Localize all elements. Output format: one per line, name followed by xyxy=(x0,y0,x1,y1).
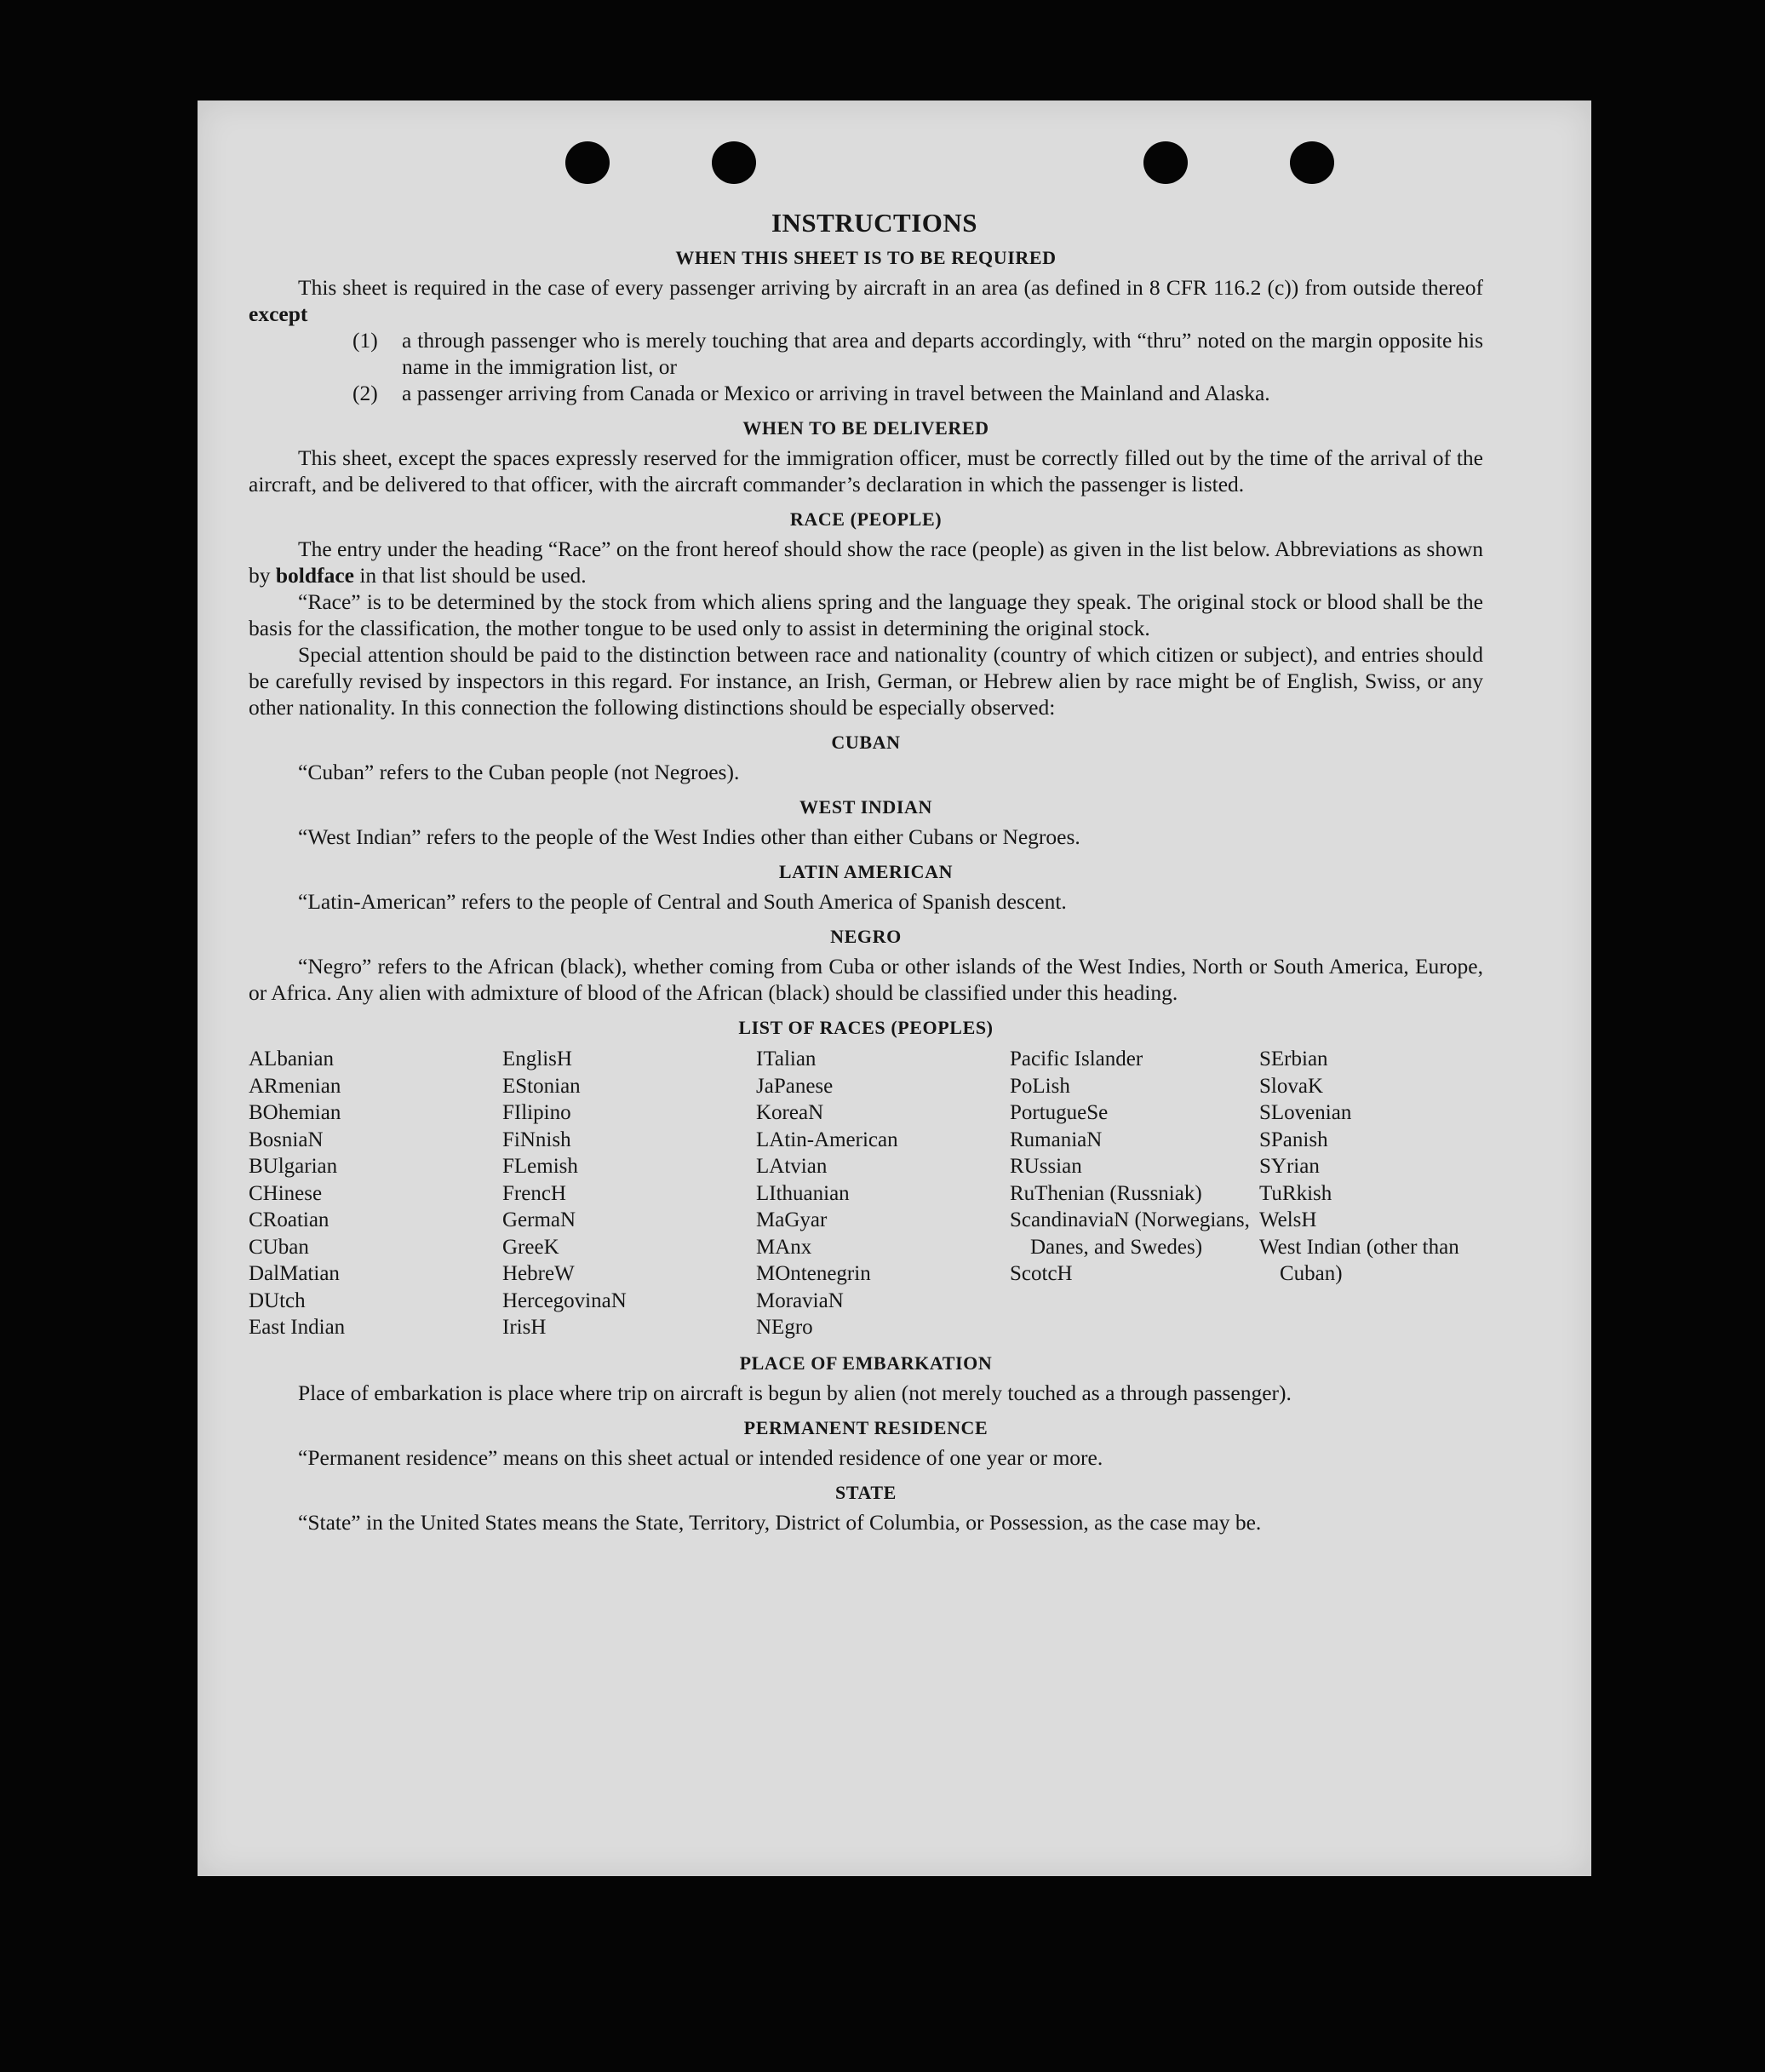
punch-hole xyxy=(565,141,610,184)
heading-embarkation: PLACE OF EMBARKATION xyxy=(739,1352,993,1374)
race-item: ARmenian xyxy=(249,1074,341,1098)
embarkation-text: Place of embarkation is place where trip on aircraft is begun by alien (not merely touched as a through passenger). xyxy=(298,1380,1292,1405)
race-item: JaPanese xyxy=(756,1074,834,1098)
heading-negro: NEGRO xyxy=(830,926,902,947)
race-paragraph-3: Special attention should be paid to the distinction between race and nationality (country of which citizen or subject), and entries should be carefully revised by inspectors in this regard. For instance, an Irish, German, or Hebrew alien by race might be of English, Swiss, or any other nationality. In this connection the following distinctions should be especially observed: xyxy=(249,642,1483,720)
race-item: ITalian xyxy=(756,1047,817,1070)
race-item: RuThenian (Russniak) xyxy=(1010,1181,1202,1205)
races-column-3 xyxy=(756,1046,1010,1341)
races-column-5 xyxy=(1259,1046,1483,1341)
race-item: NEgro xyxy=(756,1316,813,1339)
race-item: ScotcH xyxy=(1010,1262,1073,1285)
race-item: MOntenegrin xyxy=(756,1262,871,1285)
heading-required: WHEN THIS SHEET IS TO BE REQUIRED xyxy=(675,247,1057,268)
race-item: ScandinaviaN (Norwegians, Danes, and Swedes) xyxy=(1010,1208,1250,1259)
punch-hole xyxy=(1143,141,1188,184)
race-item: SLovenian xyxy=(1259,1101,1352,1124)
race-item: FLemish xyxy=(502,1155,578,1178)
race-item: EStonian xyxy=(502,1074,581,1098)
race-item: CHinese xyxy=(249,1181,323,1205)
state-text: “State” in the United States means the State, Territory, District of Columbia, or Possession, as the case may be. xyxy=(298,1509,1262,1535)
race-item: FIlipino xyxy=(502,1101,571,1124)
race-item: SlovaK xyxy=(1259,1074,1323,1098)
race-item: SErbian xyxy=(1259,1047,1328,1070)
race-item: BUlgarian xyxy=(249,1155,338,1178)
race-item: SYrian xyxy=(1259,1155,1320,1178)
races-column-1 xyxy=(249,1046,502,1341)
heading-list-of-races: LIST OF RACES (PEOPLES) xyxy=(738,1017,994,1038)
race-item: BosniaN xyxy=(249,1128,324,1151)
document-sheet xyxy=(198,100,1591,1876)
race-item: RUssian xyxy=(1010,1155,1082,1178)
heading-residence: PERMANENT RESIDENCE xyxy=(743,1416,989,1438)
race-item: PoLish xyxy=(1010,1074,1070,1098)
race-item: SPanish xyxy=(1259,1128,1328,1151)
race-item: EnglisH xyxy=(502,1047,572,1070)
race-item: West Indian (other than Cuban) xyxy=(1259,1235,1459,1285)
race-paragraph-1: The entry under the heading “Race” on the front hereof should show the race (people) as given in the list below. Abbreviations as shown by boldface in that list should be used. xyxy=(249,537,1483,588)
exception-item-1: (1) a through passenger who is merely touching that area and departs accordingly, with “thru” noted on the margin opposite his name in the immigration list, or xyxy=(352,328,1483,379)
residence-text: “Permanent residence” means on this sheet actual or intended residence of one year or more. xyxy=(298,1444,1103,1470)
race-item: LAtin-American xyxy=(756,1128,898,1151)
race-item: MaGyar xyxy=(756,1208,828,1231)
heading-latin-american: LATIN AMERICAN xyxy=(778,861,954,882)
delivered-text: This sheet, except the spaces expressly reserved for the immigration officer, must be correctly filled out by the time of the arrival of the aircraft, and be delivered to that officer, with the aircraft commander’s declaration in which the passenger is listed. xyxy=(249,445,1483,496)
negro-text: “Negro” refers to the African (black), whether coming from Cuba or other islands of the West Indies, North or South America, Europe, or Africa. Any alien with admixture of blood of the African (black) should be classified under this heading. xyxy=(249,954,1483,1005)
race-item: ALbanian xyxy=(249,1047,334,1070)
races-column-4 xyxy=(1010,1046,1259,1341)
race-item: HercegovinaN xyxy=(502,1289,627,1312)
race-item: PortugueSe xyxy=(1010,1101,1109,1124)
exception-item-2: (2) a passenger arriving from Canada or Mexico or arriving in travel between the Mainland and Alaska. xyxy=(352,381,1270,405)
race-item: LIthuanian xyxy=(756,1181,850,1205)
west-indian-text: “West Indian” refers to the people of the West Indies other than either Cubans or Negroes. xyxy=(298,824,1080,849)
race-item: IrisH xyxy=(502,1316,547,1339)
race-item: GreeK xyxy=(502,1235,559,1259)
race-item: WelsH xyxy=(1259,1208,1317,1231)
heading-race: RACE (PEOPLE) xyxy=(789,508,943,530)
heading-state: STATE xyxy=(835,1481,897,1503)
race-item: East Indian xyxy=(249,1316,346,1339)
race-item: LAtvian xyxy=(756,1155,828,1178)
race-item: CRoatian xyxy=(249,1208,330,1231)
heading-delivered: WHEN TO BE DELIVERED xyxy=(742,417,989,439)
race-item: DalMatian xyxy=(249,1262,340,1285)
race-item: GermaN xyxy=(502,1208,576,1231)
race-item: CUban xyxy=(249,1235,309,1259)
race-item: FiNnish xyxy=(502,1128,571,1151)
race-item: FrencH xyxy=(502,1181,566,1205)
race-item: Pacific Islander xyxy=(1010,1047,1143,1070)
required-intro: This sheet is required in the case of every passenger arriving by aircraft in an area (as defined in 8 CFR 116.2 (c)) from outside thereof except xyxy=(249,275,1483,326)
races-list xyxy=(249,1046,1483,1341)
race-paragraph-2: “Race” is to be determined by the stock from which aliens spring and the language they speak. The original stock or blood shall be the basis for the classification, the mother tongue to be used only to assist in determining the original stock. xyxy=(249,589,1483,640)
race-item: RumaniaN xyxy=(1010,1128,1103,1151)
race-item: DUtch xyxy=(249,1289,306,1312)
punch-hole xyxy=(712,141,756,184)
race-item: HebreW xyxy=(502,1262,575,1285)
instructions-content xyxy=(249,209,1483,1535)
cuban-text: “Cuban” refers to the Cuban people (not Negroes). xyxy=(298,760,740,784)
race-item: KoreaN xyxy=(756,1101,824,1124)
race-item: MoraviaN xyxy=(756,1289,844,1312)
heading-cuban: CUBAN xyxy=(831,732,901,753)
page-title: INSTRUCTIONS xyxy=(771,208,977,238)
latin-american-text: “Latin-American” refers to the people of Central and South America of Spanish descent. xyxy=(298,889,1067,914)
races-column-2 xyxy=(502,1046,756,1341)
race-item: MAnx xyxy=(756,1235,812,1259)
race-item: TuRkish xyxy=(1259,1181,1332,1205)
race-item: BOhemian xyxy=(249,1101,341,1124)
heading-west-indian: WEST INDIAN xyxy=(799,796,932,818)
punch-hole xyxy=(1290,141,1334,184)
